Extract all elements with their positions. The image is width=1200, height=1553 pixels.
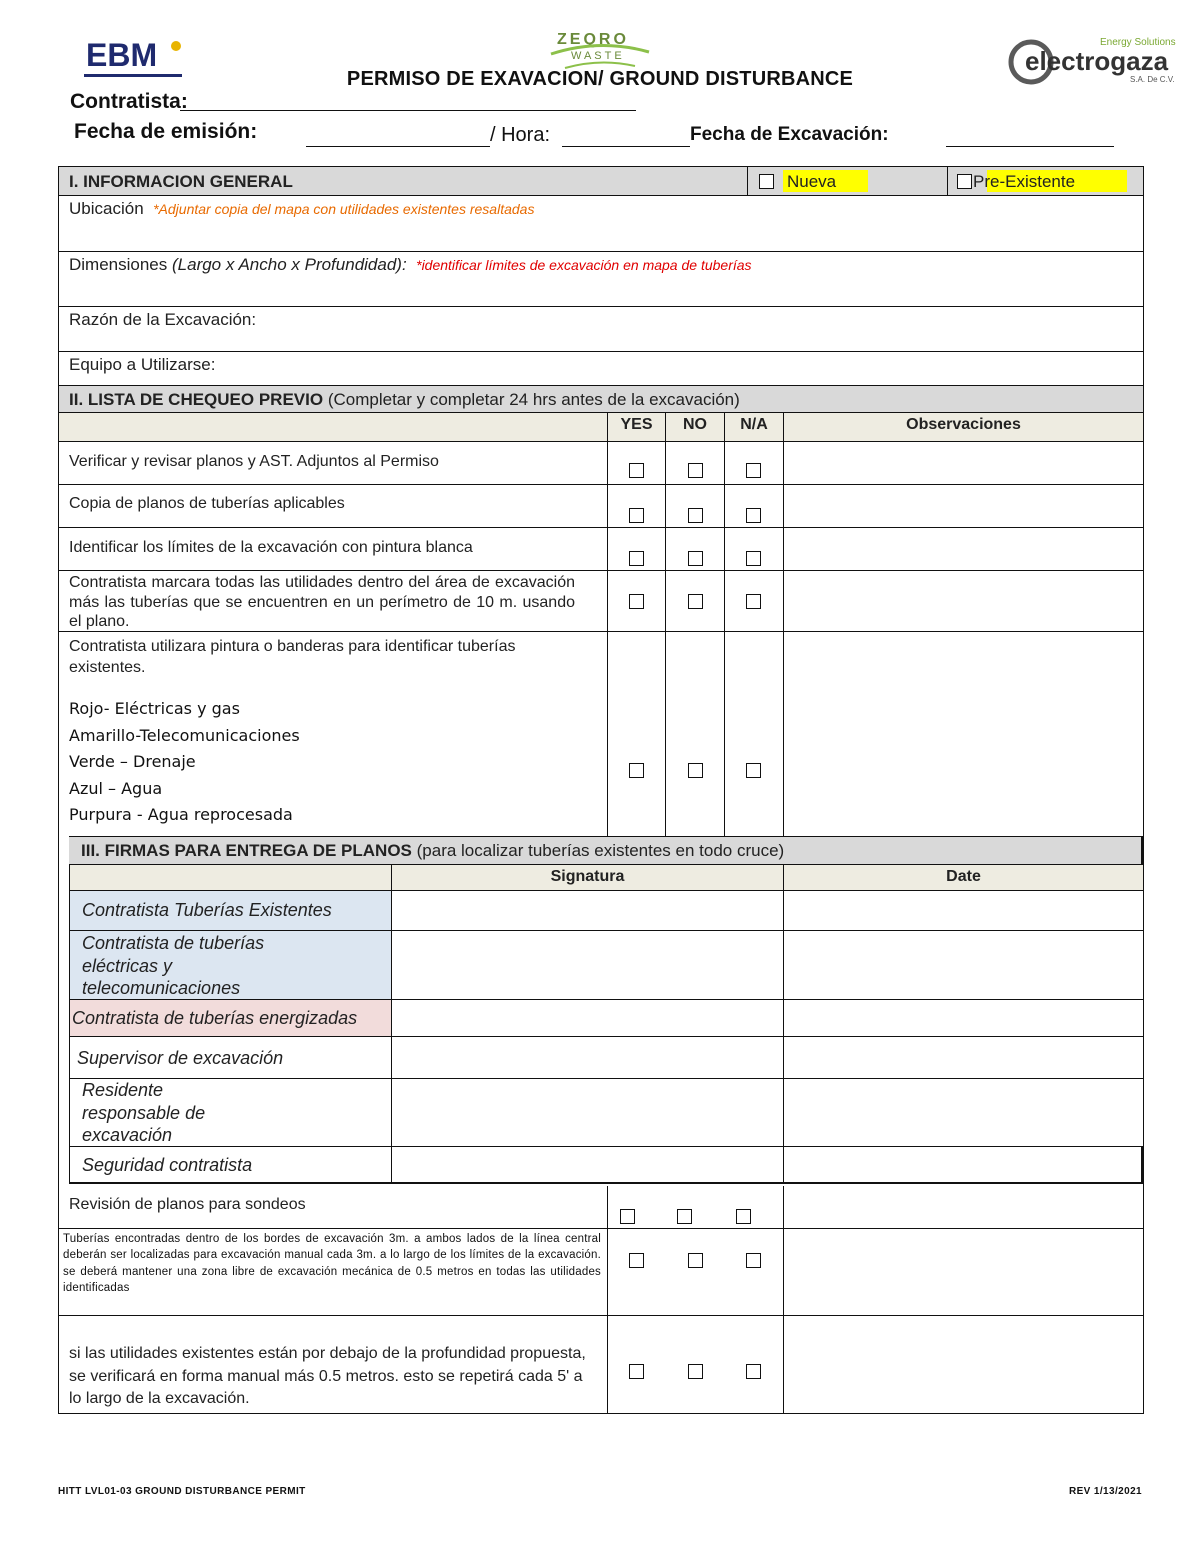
checklist-header-row	[59, 412, 1143, 441]
svg-text:WASTE: WASTE	[571, 50, 625, 62]
section-1-title: I. INFORMACION GENERAL	[69, 172, 293, 191]
permit-table	[58, 166, 1144, 1414]
signature-field[interactable]	[391, 931, 783, 999]
section-2-title: II. LISTA DE CHEQUEO PREVIO	[69, 390, 324, 409]
section-2-header: II. LISTA DE CHEQUEO PREVIO (Completar y completar 24 hrs antes de la excavación)	[59, 385, 1143, 412]
dimensiones-note: *identificar límites de excavación en mapa de tuberías	[416, 257, 752, 273]
pre-existente-label: Pre-Existente	[973, 172, 1076, 191]
dimensiones-row[interactable]: Dimensiones (Largo x Ancho x Profundidad): *identificar límites de excavación en mapa de tuberías	[59, 251, 1143, 306]
no-checkbox[interactable]	[688, 508, 703, 523]
razon-label: Razón de la Excavación:	[69, 310, 257, 329]
signature-field[interactable]	[391, 1079, 783, 1146]
na-checkbox[interactable]	[746, 1253, 761, 1268]
ubicacion-note: *Adjuntar copia del mapa con utilidades existentes resaltadas	[153, 201, 535, 217]
checklist-row	[59, 570, 1143, 631]
footer-revision: REV 1/13/2021	[1068, 1486, 1142, 1497]
yes-checkbox[interactable]	[629, 594, 644, 609]
na-checkbox[interactable]	[746, 763, 761, 778]
no-checkbox[interactable]	[688, 763, 703, 778]
svg-text:EBM: EBM	[86, 37, 158, 73]
signature-field[interactable]	[391, 1147, 783, 1182]
date-field[interactable]	[783, 1000, 1143, 1036]
date-field[interactable]	[783, 1147, 1141, 1182]
na-checkbox[interactable]	[746, 1364, 761, 1379]
checklist-item-text: si las utilidades existentes están por debajo de la profundidad propuesta, se verificará en forma manual más 0.5 metros. esto se repetirá cada 5' a lo largo de la excavación.	[69, 1345, 586, 1407]
na-checkbox[interactable]	[736, 1209, 751, 1224]
fecha-excavacion-field[interactable]	[946, 146, 1114, 147]
color-legend	[69, 696, 300, 829]
contratista-field[interactable]	[180, 110, 636, 111]
checklist-row	[59, 484, 1143, 527]
fecha-emision-field[interactable]	[306, 146, 490, 147]
no-checkbox[interactable]	[688, 551, 703, 566]
no-checkbox[interactable]	[677, 1209, 692, 1224]
yes-checkbox[interactable]	[629, 1253, 644, 1268]
section-3-title: III. FIRMAS PARA ENTREGA DE PLANOS	[81, 841, 412, 860]
signature-row	[69, 1146, 1143, 1184]
section-1-header	[59, 167, 1143, 195]
pre-existente-checkbox[interactable]	[957, 174, 972, 189]
checklist-item-text: Verificar y revisar planos y AST. Adjuntos al Permiso	[69, 453, 439, 470]
col-observaciones: Observaciones	[906, 416, 1021, 433]
equipo-label: Equipo a Utilizarse:	[69, 355, 216, 374]
ubicacion-label: Ubicación	[69, 199, 144, 218]
yes-checkbox[interactable]	[629, 508, 644, 523]
col-no: NO	[683, 416, 707, 433]
checklist-item-text: Contratista utilizara pintura o banderas para identificar tuberías existentes.	[69, 638, 516, 676]
signature-field[interactable]	[391, 1037, 783, 1078]
nueva-checkbox[interactable]	[759, 174, 774, 189]
col-yes: YES	[620, 416, 653, 433]
signature-field[interactable]	[391, 891, 783, 930]
hora-field[interactable]	[562, 146, 690, 147]
checklist-row	[59, 1186, 1143, 1228]
date-field[interactable]	[783, 1079, 1143, 1146]
signature-header-row	[69, 864, 1143, 890]
signature-row	[69, 890, 1143, 930]
na-checkbox[interactable]	[746, 594, 761, 609]
svg-text:ZEQRO: ZEQRO	[557, 31, 629, 48]
checklist-item-text: Tuberías encontradas dentro de los bordes de excavación 3m. a ambos lados de la línea central deberán ser localizadas para excavación manual cada 3m. a lo largo de los límites de la excavación. se deberá mantener una zona libre de excavación mecánica de 0.5 metros en todas las utilidades identificadas	[63, 1233, 601, 1295]
svg-text:electrogaza: electrogaza	[1025, 46, 1169, 76]
signature-row	[69, 1036, 1143, 1078]
signature-field[interactable]	[391, 1000, 783, 1036]
na-checkbox[interactable]	[746, 463, 761, 478]
checklist-row	[59, 1228, 1143, 1315]
signature-role: Contratista Tuberías Existentes	[82, 900, 332, 920]
no-checkbox[interactable]	[688, 594, 703, 609]
signature-row	[69, 930, 1143, 999]
signature-row	[69, 1078, 1143, 1146]
checklist-row	[59, 527, 1143, 570]
col-signatura: Signatura	[550, 868, 625, 885]
nueva-label: Nueva	[787, 172, 837, 191]
signature-role: Supervisor de excavación	[77, 1048, 284, 1068]
color-verde: Verde – Drenaje	[69, 752, 196, 771]
yes-checkbox[interactable]	[620, 1209, 635, 1224]
footer-doc-id: HITT LVL01-03 GROUND DISTURBANCE PERMIT	[58, 1486, 306, 1497]
col-na: N/A	[740, 416, 768, 433]
signature-role: Contratista de tuberías energizadas	[72, 1008, 358, 1028]
date-field[interactable]	[783, 931, 1143, 999]
razon-row[interactable]	[59, 306, 1143, 351]
date-field[interactable]	[783, 891, 1143, 930]
col-date: Date	[946, 868, 981, 885]
date-field[interactable]	[783, 1037, 1143, 1078]
signature-row	[69, 999, 1143, 1036]
svg-text:Energy Solutions: Energy Solutions	[1100, 37, 1176, 48]
no-checkbox[interactable]	[688, 1253, 703, 1268]
checklist-row	[59, 441, 1143, 484]
equipo-row[interactable]	[59, 351, 1143, 385]
color-purpura: Purpura - Agua reprocesada	[69, 805, 293, 824]
checklist-item-text: Revisión de planos para sondeos	[69, 1196, 306, 1213]
fecha-emision-label: Fecha de emisión:	[74, 120, 258, 143]
yes-checkbox[interactable]	[629, 763, 644, 778]
checklist-item-text: Copia de planos de tuberías aplicables	[69, 495, 345, 512]
no-checkbox[interactable]	[688, 1364, 703, 1379]
contratista-label: Contratista:	[70, 90, 188, 113]
signature-role: Residente responsable de excavación	[82, 1080, 206, 1145]
page-title: PERMISO DE EXAVACION/ GROUND DISTURBANCE	[346, 68, 854, 90]
yes-checkbox[interactable]	[629, 1364, 644, 1379]
svg-text:S.A. De C.V.: S.A. De C.V.	[1130, 75, 1175, 84]
color-rojo: Rojo- Eléctricas y gas	[69, 699, 240, 718]
signature-role: Seguridad contratista	[82, 1155, 253, 1175]
checklist-row-colors	[59, 631, 1143, 836]
section-3-header: III. FIRMAS PARA ENTREGA DE PLANOS (para localizar tuberías existentes en todo cruce)	[69, 836, 1143, 864]
fecha-excavacion-label: Fecha de Excavación:	[690, 124, 889, 145]
na-checkbox[interactable]	[746, 508, 761, 523]
checklist-item-text: Identificar los límites de la excavación con pintura blanca	[69, 539, 473, 556]
ubicacion-row[interactable]	[59, 195, 1143, 251]
checklist-row	[59, 1315, 1143, 1413]
signature-role: Contratista de tuberías eléctricas y telecomunicaciones	[82, 933, 265, 998]
color-amarillo: Amarillo-Telecomunicaciones	[69, 725, 300, 745]
hora-label: / Hora:	[490, 124, 551, 146]
yes-checkbox[interactable]	[629, 463, 644, 478]
na-checkbox[interactable]	[746, 551, 761, 566]
no-checkbox[interactable]	[688, 463, 703, 478]
color-azul: Azul – Agua	[69, 778, 163, 798]
checklist-item-text: Contratista marcara todas las utilidades dentro del área de excavación más las tuberías que se encuentren en un perímetro de 10 m. usando el plano.	[69, 574, 575, 630]
yes-checkbox[interactable]	[629, 551, 644, 566]
dimensiones-label: Dimensiones	[69, 255, 168, 274]
